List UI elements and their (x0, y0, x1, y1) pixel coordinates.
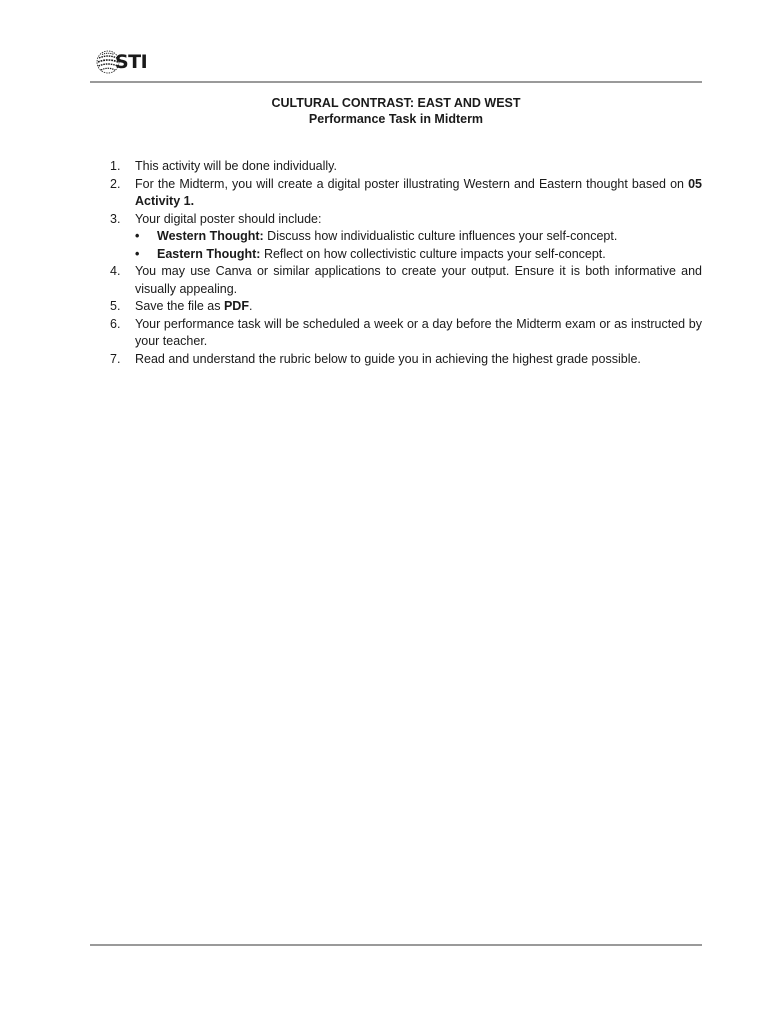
item-number: 6. (110, 316, 121, 331)
item-text: For the Midterm, you will create a digital poster illustrating Western and Eastern thought based on (135, 176, 689, 191)
logo-text: STI (115, 50, 148, 73)
item-number: 4. (110, 264, 121, 278)
document-title (90, 95, 702, 127)
list-item (110, 351, 702, 369)
list-item (110, 158, 702, 176)
item-text: You may use Canva or similar applications to create your output. Ensure it is both informative and visually appealing. (135, 264, 702, 296)
list-item (110, 211, 702, 264)
item-text: This activity will be done individually. (135, 159, 337, 173)
item-text: Read and understand the rubric below to guide you in achieving the highest grade possible. (135, 351, 641, 366)
instructions-list (110, 158, 702, 368)
bullet-icon: • (135, 246, 140, 261)
list-item (110, 298, 702, 316)
footer-divider (90, 944, 702, 946)
item-text-after: . (248, 299, 253, 313)
sti-logo (96, 49, 147, 75)
bullet-icon: • (135, 229, 140, 243)
header-divider (90, 81, 702, 83)
item-number: 5. (110, 299, 121, 313)
item-number: 3. (110, 211, 121, 226)
item-bold-text: PDF (223, 299, 249, 313)
item-text: Your performance task will be scheduled a week or a day before the Midterm exam or as instructed by your teacher. (135, 316, 702, 348)
item-number: 2. (110, 176, 121, 191)
title-line-2: Performance Task in Midterm (308, 112, 484, 126)
item-text: Your digital poster should include: (135, 211, 322, 226)
item-number: 1. (110, 159, 121, 173)
sub-item-text: Discuss how individualistic culture influences your self-concept. (263, 229, 618, 243)
item-number: 7. (110, 351, 121, 366)
title-line-1: CULTURAL CONTRAST: EAST AND WEST (271, 96, 521, 110)
item-text: Save the file as (135, 299, 224, 313)
sub-list-item (135, 228, 702, 246)
sub-list-item (135, 246, 702, 264)
list-item (110, 263, 702, 298)
sub-item-text: Reflect on how collectivistic culture impacts your self-concept. (260, 246, 606, 261)
list-item (110, 176, 702, 211)
sub-item-label: Western Thought: (157, 229, 264, 243)
item-bold-text: 05 Activity 1. (135, 176, 702, 208)
list-item (110, 316, 702, 351)
sub-item-label: Eastern Thought: (157, 246, 261, 261)
